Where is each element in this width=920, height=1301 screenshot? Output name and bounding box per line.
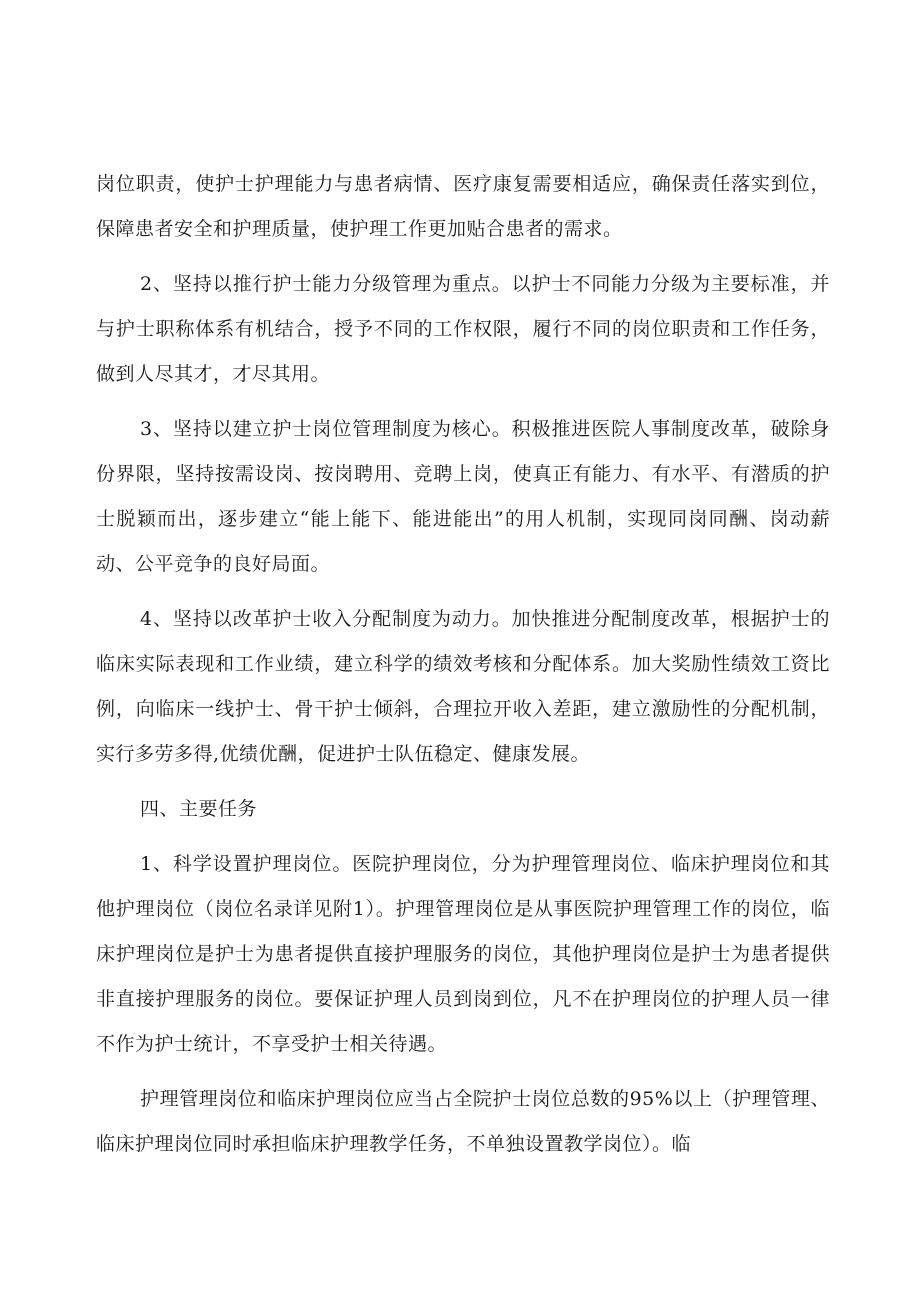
paragraph-item-3: 3、坚持以建立护士岗位管理制度为核心。积极推进医院人事制度改革，破除身份界限，坚持按需设岗、按岗聘用、竞聘上岗，使真正有能力、有水平、有潜质的护士脱颖而出，逐步建立“能上能下、能进能出”的用人机制，实现同岗同酬、岗动薪动、公平竞争的良好局面。	[96, 418, 830, 575]
section-heading-main-tasks: 四、主要任务	[140, 798, 258, 820]
paragraph-continuation: 岗位职责，使护士护理能力与患者病情、医疗康复需要相适应，确保责任落实到位，保障患者安全和护理质量，使护理工作更加贴合患者的需求。	[96, 173, 830, 240]
paragraph-item-2: 2、坚持以推行护士能力分级管理为重点。以护士不同能力分级为主要标准，并与护士职称体系有机结合，授予不同的工作权限，履行不同的岗位职责和工作任务，做到人尽其才，才尽其用。	[96, 273, 830, 385]
paragraph-task-1: 1、科学设置护理岗位。医院护理岗位，分为护理管理岗位、临床护理岗位和其他护理岗位（岗位名录详见附1）。护理管理岗位是从事医院护理管理工作的岗位，临床护理岗位是护士为患者提供直接护理服务的岗位，其他护理岗位是护士为患者提供非直接护理服务的岗位。要保证护理人员到岗到位，凡不在护理岗位的护理人员一律不作为护士统计，不享受护士相关待遇。	[96, 853, 830, 1055]
document-body	[96, 162, 830, 1167]
paragraph-item-4: 4、坚持以改革护士收入分配制度为动力。加快推进分配制度改革，根据护士的临床实际表现和工作业绩，建立科学的绩效考核和分配体系。加大奖励性绩效工资比例，向临床一线护士、骨干护士倾斜，合理拉开收入差距，建立激励性的分配机制，实行多劳多得,优绩优酬，促进护士队伍稳定、健康发展。	[96, 608, 830, 765]
paragraph-post-ratio: 护理管理岗位和临床护理岗位应当占全院护士岗位总数的95%以上（护理管理、临床护理岗位同时承担临床护理教学任务，不单独设置教学岗位）。临	[96, 1088, 830, 1155]
